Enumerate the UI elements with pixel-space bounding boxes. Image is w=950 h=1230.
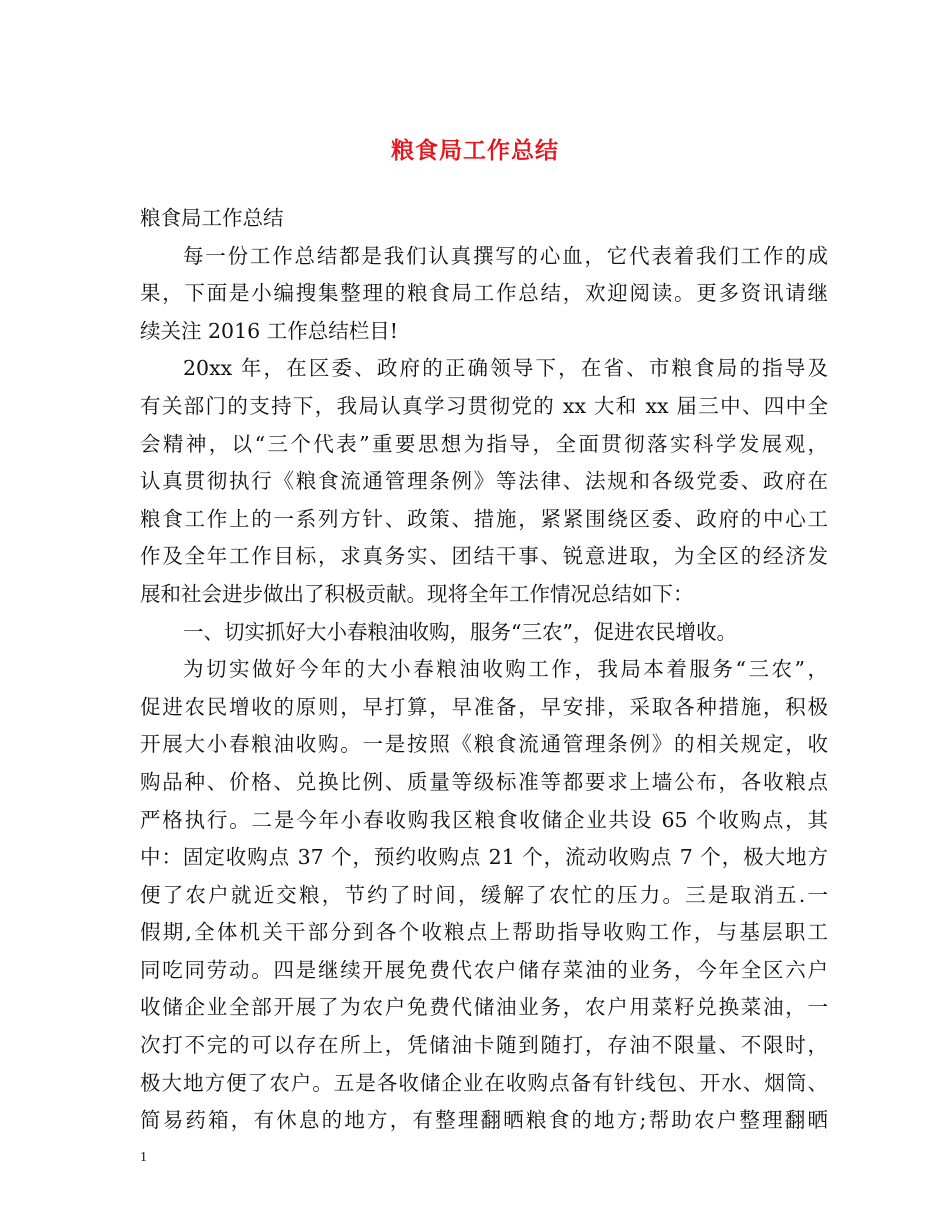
text-line: 作及全年工作目标，求真务实、团结干事、锐意进取，为全区的经济发 [140,544,828,569]
text-line: 会精神，以“三个代表”重要思想为指导，全面贯彻落实科学发展观， [140,431,828,456]
text-line: 展和社会进步做出了积极贡献。现将全年工作情况总结如下： [140,581,694,606]
text-line: 假期,全体机关干部分到各个收粮点上帮助指导收购工作，与基层职工 [140,920,828,945]
text-line: 收储企业全部开展了为农户免费代储油业务，农户用菜籽兑换菜油，一 [140,995,828,1020]
text-line: 同吃同劳动。四是继续开展免费代农户储存菜油的业务，今年全区六户 [140,957,828,982]
text-line: 为切实做好今年的大小春粮油收购工作，我局本着服务“三农”， [183,657,828,682]
text-line: 果，下面是小编搜集整理的粮食局工作总结，欢迎阅读。更多资讯请继 [140,281,828,306]
text-line: 严格执行。二是今年小春收购我区粮食收储企业共设 65 个收购点，其 [140,807,828,832]
text-line: 20xx 年，在区委、政府的正确领导下，在省、市粮食局的指导及 [183,356,828,381]
document-body [140,200,828,1140]
text-line: 续关注 2016 工作总结栏目! [140,318,398,343]
text-line: 极大地方便了农户。五是各收储企业在收购点备有针线包、开水、烟筒、 [140,1070,828,1095]
text-line: 认真贯彻执行《粮食流通管理条例》等法律、法规和各级党委、政府在 [140,469,828,494]
text-line: 开展大小春粮油收购。一是按照《粮食流通管理条例》的相关规定，收 [140,732,828,757]
text-line: 中：固定收购点 37 个，预约收购点 21 个，流动收购点 7 个，极大地方 [140,845,828,870]
text-line: 简易药箱，有休息的地方，有整理翻晒粮食的地方;帮助农户整理翻晒 [140,1108,828,1133]
text-line: 粮食局工作总结 [140,206,284,230]
text-line: 有关部门的支持下，我局认真学习贯彻党的 xx 大和 xx 届三中、四中全 [140,393,828,418]
text-line: 便了农户就近交粮，节约了时间，缓解了农忙的压力。三是取消五.一 [140,882,828,907]
document-title: 粮食局工作总结 [391,137,559,164]
text-line: 购品种、价格、兑换比例、质量等级标准等都要求上墙公布，各收粮点 [140,769,828,794]
text-line: 次打不完的可以存在所上，凭储油卡随到随打，存油不限量、不限时， [140,1033,828,1058]
text-line: 一、切实抓好大小春粮油收购，服务“三农”，促进农民增收。 [183,619,737,644]
text-line: 粮食工作上的一系列方针、政策、措施，紧紧围绕区委、政府的中心工 [140,506,828,531]
page-number: 1 [140,1150,147,1165]
text-line: 促进农民增收的原则，早打算，早准备，早安排，采取各种措施，积极 [140,694,828,719]
text-line: 每一份工作总结都是我们认真撰写的心血，它代表着我们工作的成 [183,243,828,268]
